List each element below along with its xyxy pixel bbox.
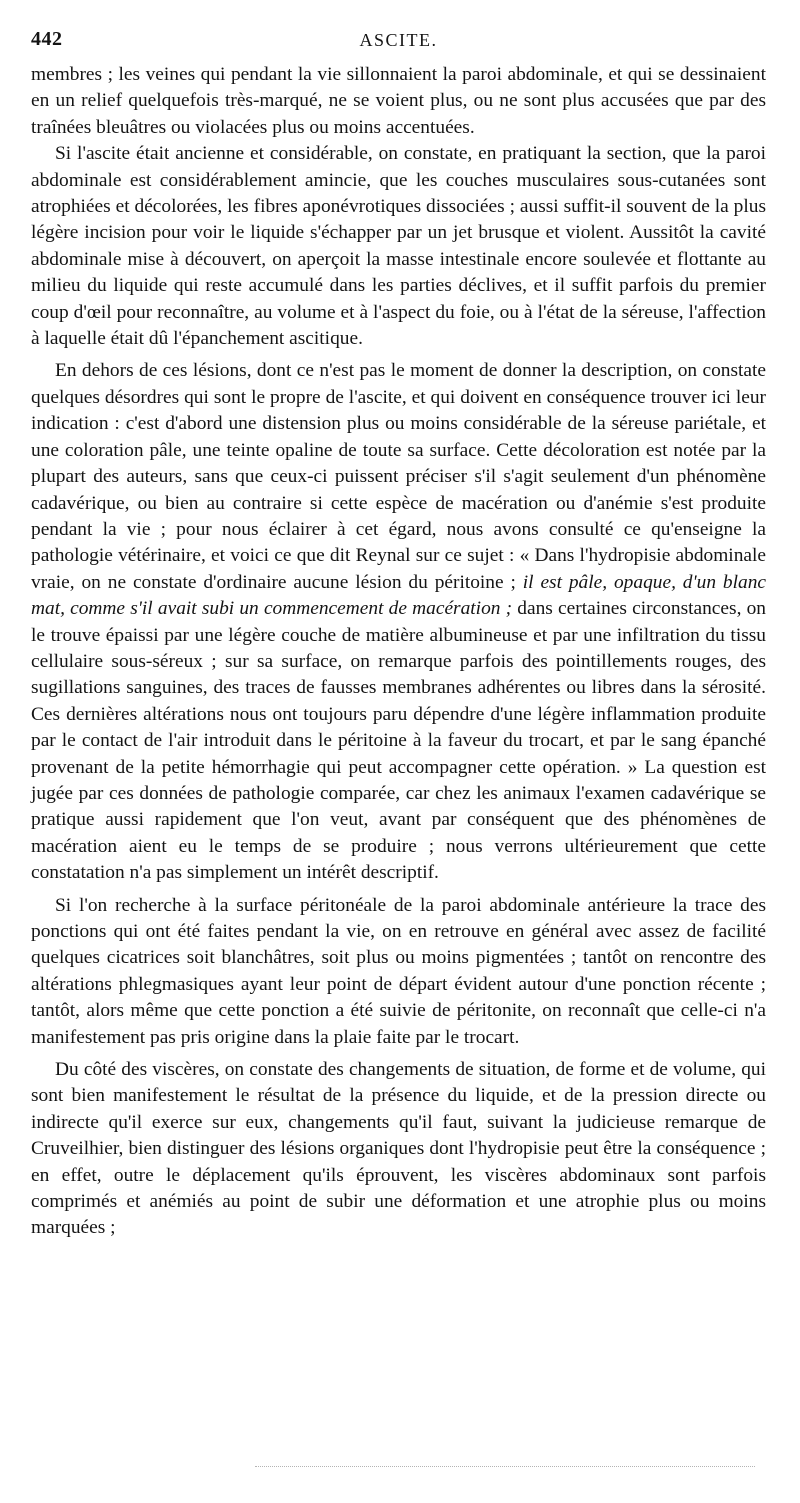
paragraph-5 — [31, 1057, 766, 1242]
running-title: ASCITE. — [359, 30, 438, 50]
paragraph-3-text-a: En dehors de ces lésions, dont ce n'est pas le moment de donner la description, on constate quelques désordres qui sont le propre de l'ascite, et qui doivent en conséquence trouver ici leur indication : c'est d'abord une distension plus ou moins considérable de la séreuse pariétale, et une coloration pâle, une teinte opaline de toute sa surface. Cette décoloration est notée par la plupart des auteurs, sans que ceux-ci puissent préciser s'il s'agit seulement d'un phénomène cadavérique, ou bien au contraire si cette espèce de macération ou d'anémie s'est produite pendant la vie ; pour nous éclairer à cet égard, nous avons consulté ce qu'enseigne la pathologie vétérinaire, et voici ce que dit Reynal sur ce sujet : « Dans l'hydropisie abdominale vraie, on ne constate d'ordinaire aucune lésion du péritoine ; — [31, 360, 766, 593]
paragraph-3 — [31, 358, 766, 886]
paragraph-2 — [31, 141, 766, 352]
page-number: 442 — [31, 28, 63, 50]
paragraph-1-text: membres ; les veines qui pendant la vie sillonnaient la paroi abdominale, et qui se dessinaient en un relief quelquefois très-marqué, ne se voient plus, ou ne sont plus accusées que par des traînées bleuâtres ou violacées plus ou moins accentuées. — [31, 64, 766, 138]
paragraph-3-text-b: dans certaines circonstances, on le trouve épaissi par une légère couche de matière albumineuse et par une infiltration du tissu cellulaire sous-séreux ; sur sa surface, on remarque parfois des pointillements rouges, des sugillations sanguines, des traces de fausses membranes adhérentes ou libres dans la sérosité. Ces dernières altérations nous ont toujours paru dépendre d'une légère inflammation produite par le contact de l'air introduit dans le péritoine à la faveur du trocart, et par le sang épanché provenant de la petite hémorrhagie qui peut accompagner cette opération. » La question est jugée par ces données de pathologie comparée, car chez les animaux l'examen cadavérique se pratique aussi rapidement que l'on veut, avant par conséquent que des phénomènes de macération aient eu le temps de se produire ; nous verrons ultérieurement que cette constatation n'a pas simplement un intérêt descriptif. — [31, 598, 766, 884]
book-page — [31, 28, 766, 1242]
reynal-quote-italic: il est pâle, opaque, d'un blanc mat, comme s'il avait subi un commencement de macération ; — [31, 571, 766, 620]
footer-rule — [255, 1466, 755, 1467]
page-header — [31, 28, 766, 62]
body-text — [31, 62, 766, 1242]
paragraph-1 — [31, 62, 766, 141]
paragraph-5-text: Du côté des viscères, on constate des changements de situation, de forme et de volume, qui sont bien manifestement le résultat de la présence du liquide, et de la pression directe ou indirecte qu'il exerce sur eux, changements qu'il faut, suivant la judicieuse remarque de Cruveilhier, bien distinguer des lésions organiques dont l'hydropisie peut être la conséquence ; en effet, outre le déplacement qu'ils éprouvent, les viscères abdominaux sont parfois comprimés et anémiés au point de subir une déformation et une atrophie plus ou moins marquées ; — [31, 1059, 766, 1239]
paragraph-2-text: Si l'ascite était ancienne et considérable, on constate, en pratiquant la section, que la paroi abdominale est considérablement amincie, que les couches musculaires sous-cutanées sont atrophiées et décolorées, les fibres aponévrotiques dissociées ; aussi suffit-il souvent de la plus légère incision pour voir le liquide s'échapper par un jet brusque et violent. Aussitôt la cavité abdominale mise à découvert, on aperçoit la masse intestinale encore soulevée et flottante au milieu du liquide qui reste accumulé dans les parties déclives, et il suffit parfois du premier coup d'œil pour reconnaître, au volume et à l'aspect du foie, ou à l'état de la séreuse, l'affection à laquelle était dû l'épanchement ascitique. — [31, 143, 766, 350]
paragraph-4 — [31, 893, 766, 1051]
paragraph-4-text: Si l'on recherche à la surface péritonéale de la paroi abdominale antérieure la trace des ponctions qui ont été faites pendant la vie, on en retrouve en général avec assez de facilité quelques cicatrices soit blanchâtres, soit plus ou moins pigmentées ; tantôt on rencontre des altérations phlegmasiques ayant leur point de départ évident autour d'une ponction récente ; tantôt, alors même que cette ponction a été suivie de péritonite, on reconnaît que celle-ci n'a manifestement pas pris origine dans la plaie faite par le trocart. — [31, 894, 766, 1048]
